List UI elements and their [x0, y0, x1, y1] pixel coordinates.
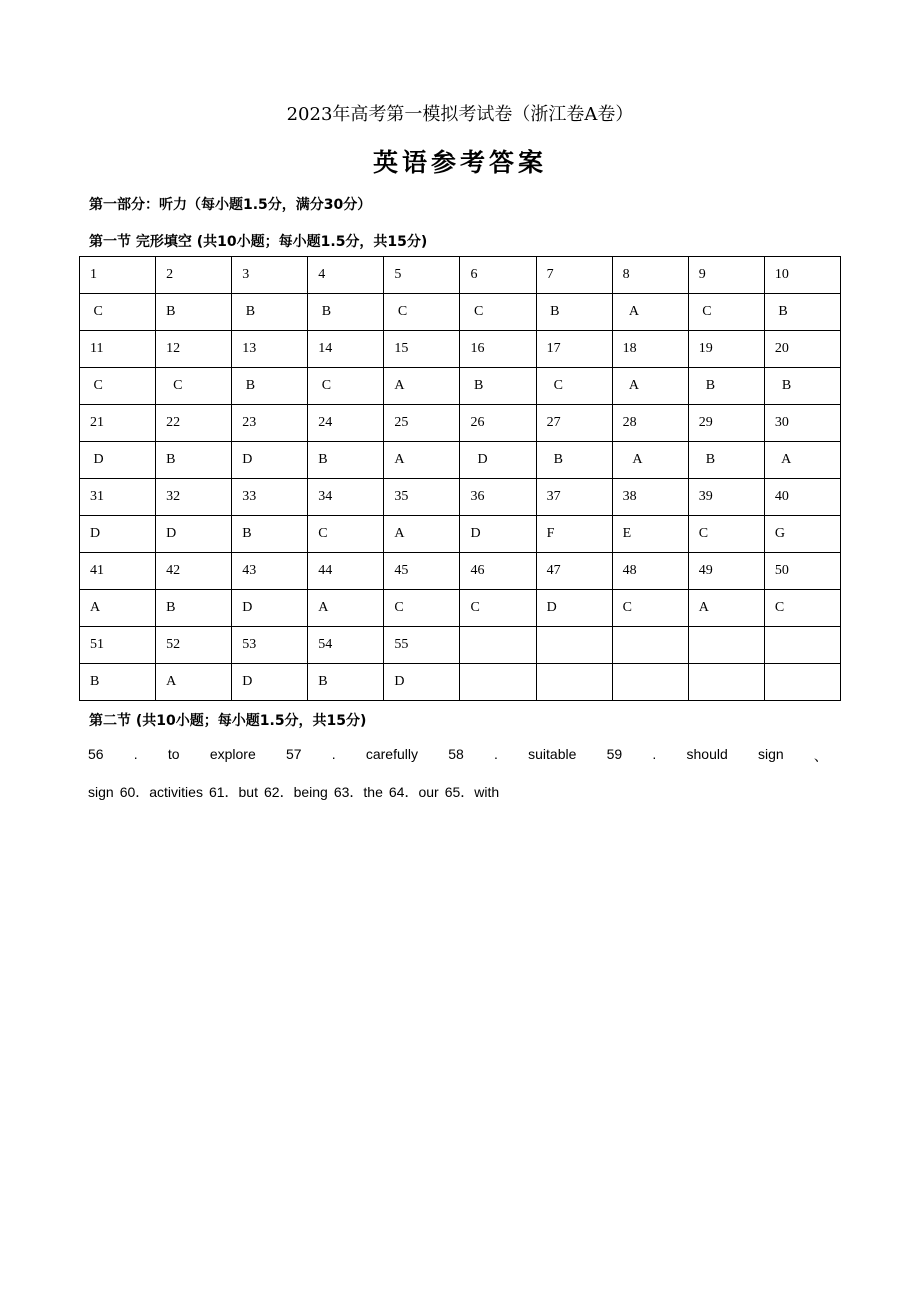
question-number-cell: 17	[536, 331, 612, 368]
question-number-cell: 19	[688, 331, 764, 368]
answer-row	[80, 664, 841, 701]
question-number-row	[80, 479, 841, 516]
exam-subtitle: 2023年高考第一模拟考试卷（浙江卷A卷）	[286, 104, 634, 125]
answer-cell: C	[156, 368, 232, 405]
answer-cell	[688, 664, 764, 701]
question-number-cell: 41	[80, 553, 156, 590]
answer-cell: D	[232, 442, 308, 479]
question-number-cell: 49	[688, 553, 764, 590]
question-number-cell: 18	[612, 331, 688, 368]
answer-cell: B	[156, 442, 232, 479]
answer-cell: A	[612, 442, 688, 479]
question-number-cell: 32	[156, 479, 232, 516]
question-number-cell: 1	[80, 257, 156, 294]
blank-token: 63．the	[333, 784, 383, 800]
blank-token: should	[686, 746, 728, 762]
answer-cell: F	[536, 516, 612, 553]
question-number-cell: 24	[308, 405, 384, 442]
blank-token: 、	[813, 748, 828, 764]
blank-token: sign	[758, 746, 784, 762]
answer-cell: A	[308, 590, 384, 627]
answer-row	[80, 442, 841, 479]
question-number-cell	[764, 627, 840, 664]
answer-cell: A	[384, 368, 460, 405]
answer-cell: A	[384, 442, 460, 479]
answer-cell: A	[688, 590, 764, 627]
blank-token: suitable	[528, 746, 577, 762]
answer-cell: D	[80, 516, 156, 553]
blank-token: explore	[209, 746, 256, 762]
question-number-cell: 34	[308, 479, 384, 516]
answer-cell: A	[384, 516, 460, 553]
blank-token: .	[494, 746, 498, 762]
question-number-cell	[612, 627, 688, 664]
blank-token: .	[133, 746, 138, 762]
answer-cell: B	[688, 368, 764, 405]
answer-cell: B	[764, 294, 840, 331]
answer-cell: C	[384, 294, 460, 331]
answer-cell: B	[232, 516, 308, 553]
answer-cell: B	[156, 590, 232, 627]
section1-heading: 第一节 完形填空 (共10小题；每小题1.5分，共15分)	[89, 234, 428, 250]
question-number-cell: 5	[384, 257, 460, 294]
answer-cell: C	[308, 516, 384, 553]
answer-cell: D	[460, 516, 536, 553]
page-title: 英语参考答案	[372, 148, 547, 177]
answer-row	[80, 368, 841, 405]
question-number-cell: 55	[384, 627, 460, 664]
answer-cell	[764, 664, 840, 701]
blank-token: 56	[88, 746, 104, 762]
answer-cell: C	[384, 590, 460, 627]
answer-cell: C	[764, 590, 840, 627]
answer-table	[79, 256, 841, 701]
answer-cell: A	[764, 442, 840, 479]
blank-token: 64．our	[388, 784, 439, 800]
answer-cell: C	[536, 368, 612, 405]
question-number-cell: 39	[688, 479, 764, 516]
question-number-cell: 40	[764, 479, 840, 516]
answer-cell: E	[612, 516, 688, 553]
question-number-cell: 53	[232, 627, 308, 664]
question-number-cell: 10	[764, 257, 840, 294]
blank-token: 65．with	[444, 784, 500, 800]
answer-cell	[612, 664, 688, 701]
answer-cell: B	[232, 368, 308, 405]
blank-token: 61．but	[208, 784, 258, 800]
blank-token: .	[331, 746, 336, 762]
question-number-cell: 50	[764, 553, 840, 590]
question-number-cell: 38	[612, 479, 688, 516]
question-number-cell	[536, 627, 612, 664]
answer-row	[80, 516, 841, 553]
answer-cell: B	[764, 368, 840, 405]
answer-cell: D	[232, 590, 308, 627]
answer-cell: C	[688, 516, 764, 553]
blank-token: 62．being	[264, 784, 328, 800]
question-number-cell: 27	[536, 405, 612, 442]
question-number-cell: 28	[612, 405, 688, 442]
answer-cell: B	[460, 368, 536, 405]
question-number-row	[80, 627, 841, 664]
question-number-cell: 2	[156, 257, 232, 294]
answer-cell: D	[460, 442, 536, 479]
answer-cell: A	[80, 590, 156, 627]
blank-token: .	[652, 746, 657, 762]
question-number-cell: 29	[688, 405, 764, 442]
answer-cell: B	[156, 294, 232, 331]
answer-cell: B	[308, 294, 384, 331]
answer-cell: D	[384, 664, 460, 701]
answer-cell: G	[764, 516, 840, 553]
answer-cell: A	[612, 294, 688, 331]
question-number-cell: 35	[384, 479, 460, 516]
blank-token: 57	[285, 746, 302, 762]
question-number-cell: 13	[232, 331, 308, 368]
question-number-cell: 30	[764, 405, 840, 442]
blank-token: to	[167, 746, 180, 762]
blanks-line-2	[88, 782, 828, 802]
question-number-cell: 8	[612, 257, 688, 294]
question-number-cell: 16	[460, 331, 536, 368]
answer-cell	[536, 664, 612, 701]
question-number-cell: 45	[384, 553, 460, 590]
answer-cell: C	[688, 294, 764, 331]
answer-cell: D	[232, 664, 308, 701]
question-number-cell: 37	[536, 479, 612, 516]
answer-cell: D	[80, 442, 156, 479]
answer-cell: D	[536, 590, 612, 627]
question-number-row	[80, 257, 841, 294]
question-number-cell: 20	[764, 331, 840, 368]
question-number-cell: 48	[612, 553, 688, 590]
section2-heading: 第二节 (共10小题；每小题1.5分，共15分)	[89, 713, 367, 729]
question-number-cell: 36	[460, 479, 536, 516]
answer-cell: C	[612, 590, 688, 627]
question-number-cell: 6	[460, 257, 536, 294]
question-number-row	[80, 331, 841, 368]
answer-cell: B	[536, 442, 612, 479]
question-number-cell: 7	[536, 257, 612, 294]
question-number-cell: 3	[232, 257, 308, 294]
question-number-cell: 33	[232, 479, 308, 516]
blank-token: 59	[606, 746, 623, 762]
question-number-row	[80, 405, 841, 442]
answer-cell: C	[460, 590, 536, 627]
question-number-cell: 23	[232, 405, 308, 442]
question-number-cell: 46	[460, 553, 536, 590]
blank-token: sign	[88, 784, 114, 800]
answer-cell: C	[460, 294, 536, 331]
question-number-cell: 42	[156, 553, 232, 590]
answer-cell: B	[232, 294, 308, 331]
answer-cell: B	[80, 664, 156, 701]
part1-heading: 第一部分：听力（每小题1.5分，满分30分）	[89, 197, 372, 213]
question-number-cell	[460, 627, 536, 664]
answer-cell: B	[308, 664, 384, 701]
question-number-cell: 9	[688, 257, 764, 294]
question-number-cell: 54	[308, 627, 384, 664]
question-number-cell: 22	[156, 405, 232, 442]
answer-cell: B	[536, 294, 612, 331]
answer-cell: B	[688, 442, 764, 479]
question-number-cell: 25	[384, 405, 460, 442]
question-number-cell: 47	[536, 553, 612, 590]
question-number-cell: 52	[156, 627, 232, 664]
answer-cell: A	[156, 664, 232, 701]
answer-cell: C	[80, 368, 156, 405]
question-number-cell: 26	[460, 405, 536, 442]
answer-cell: B	[308, 442, 384, 479]
question-number-cell: 44	[308, 553, 384, 590]
question-number-cell: 11	[80, 331, 156, 368]
blank-token: 60．activities	[119, 784, 203, 800]
question-number-cell: 15	[384, 331, 460, 368]
answer-cell: A	[612, 368, 688, 405]
question-number-cell: 43	[232, 553, 308, 590]
question-number-cell: 12	[156, 331, 232, 368]
blanks-line-1	[88, 746, 828, 766]
answer-cell	[460, 664, 536, 701]
answer-cell: C	[308, 368, 384, 405]
question-number-cell: 21	[80, 405, 156, 442]
question-number-cell: 31	[80, 479, 156, 516]
answer-cell: C	[80, 294, 156, 331]
blank-token: 58	[448, 746, 464, 762]
answer-row	[80, 590, 841, 627]
blank-token: carefully	[365, 746, 418, 762]
question-number-cell: 4	[308, 257, 384, 294]
question-number-row	[80, 553, 841, 590]
question-number-cell: 51	[80, 627, 156, 664]
answer-row	[80, 294, 841, 331]
answer-cell: D	[156, 516, 232, 553]
question-number-cell: 14	[308, 331, 384, 368]
question-number-cell	[688, 627, 764, 664]
